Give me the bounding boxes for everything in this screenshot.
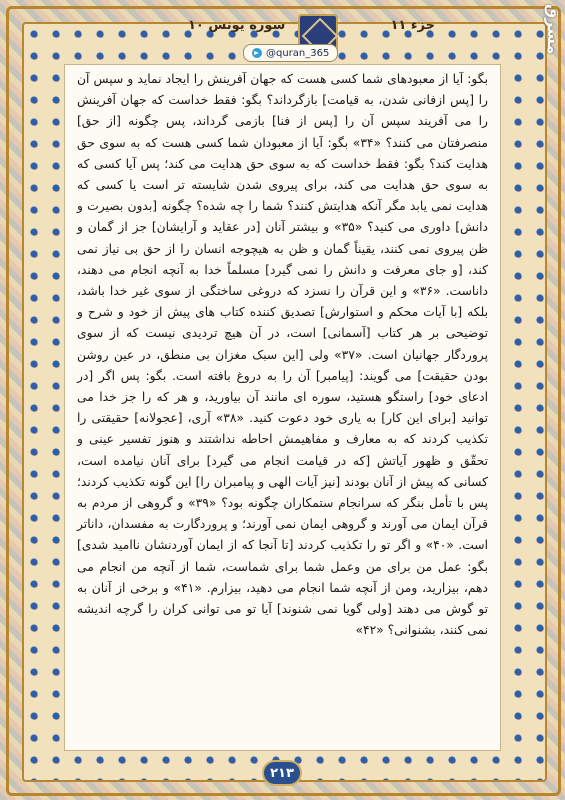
watermark-logo: مشرق xyxy=(544,4,563,55)
telegram-icon xyxy=(252,48,262,58)
juz-label: جزء ۱۱ xyxy=(390,18,435,33)
surah-label: سوره یونس ۱۰ xyxy=(188,18,286,33)
handle-text: @quran_365 xyxy=(266,47,330,59)
translation-text: بگو: آیا از معبودهای شما کسی هست که جهان آفرینش را ایجاد نماید و سپس آن را [پس ازفانی شدن، به قیامت] بازگرداند؟ بگو: فقط خداست که جهان آفرینش را می آفریند سپس آن را [پس از فنا] بازمی گرداند، پس چگونه [از حق] منصرفتان می کنند؟ «۳۴» بگو: آیا از معبودان شما کسی هست که به سوی حق هدایت کند؟ بگو: فقط خداست که به سوی حق هدایت می کند؛ پس آیا کسی که به سوی حق هدایت می کند، برای پیروی شدن شایسته تر است یا کسی که هدایت نمی یابد مگر آنکه هدایتش کنند؟ شما را چه شده؟ چگونه [بدون بصیرت و دانش] داوری می کنید؟ «۳۵» و بیشتر آنان [در عقاید و آرایشان] جز از گمان و ظن پیروی نمی کنند، یقیناً گمان و ظن به هیچوجه انسان را از حق بی نیاز نمی کند، [و جای معرفت و دانش را نمی گیرد] مسلماً خدا به آنچه انجام می دهند، داناست. «۳۶» و این قرآن را نسزد که دروغی ساختگی از سوی غیر خدا باشد، بلکه [با آیات محکم و استوارش] تصدیق کننده کتاب های پیش از خود و شرح و توضیحی بر هر کتاب [آسمانی] است، در آن هیچ تردیدی نیست که از سوی پروردگار جهانیان است. «۳۷» ولی [این سبک مغزان بی منطق، در عین روشن بودن حقیقت] می گویند: [پیامبر] آن را به دروغ بافته است. بگو: پس اگر [در ادعای خود] راستگو هستید، سوره ای مانند آن بیاورید، و هر که را جز خدا می توانید [برای این کار] به یاری خود دعوت کنید. «۳۸» آری، [عجولانه] حقیقتی را تکذیب کردند که به معارف و مفاهیمش احاطه نداشتند و هنوز تفسیر عینی و تحقّق و ظهور آیاتش [که در قیامت انجام می گیرد] برای آنان نیامده است، کسانی که پیش از آنان بودند [نیز آیات الهی و پیامبران را] این گونه تکذیب کردند؛ پس با تأمل بنگر که سرانجام ستمکاران چگونه بود؟ «۳۹» و گروهی از مردم به قرآن ایمان می آورند و گروهی ایمان نمی آورند؛ و پروردگارت به مفسدان، داناتر است. «۴۰» و اگر تو را تکذیب کردند [تا آنجا که از ایمان آوردنشان ناامید شدی] بگو: عمل من برای من وعمل شما برای شماست، شما از آنچه من انجام می دهم، بیزارید، ومن از آنچه شما انجام می دهید، بیزارم. «۴۱» و برخی از آنان به تو گوش می دهند [ولی گویا نمی شنوند] آیا تو می توانی کران را گرچه اندیشه نمی کنند، بشنوانی؟ «۴۲» xyxy=(77,72,488,638)
page-number-badge: ۲۱۳ xyxy=(262,760,302,786)
channel-handle[interactable] xyxy=(243,44,338,62)
translation-text-box xyxy=(64,64,501,751)
